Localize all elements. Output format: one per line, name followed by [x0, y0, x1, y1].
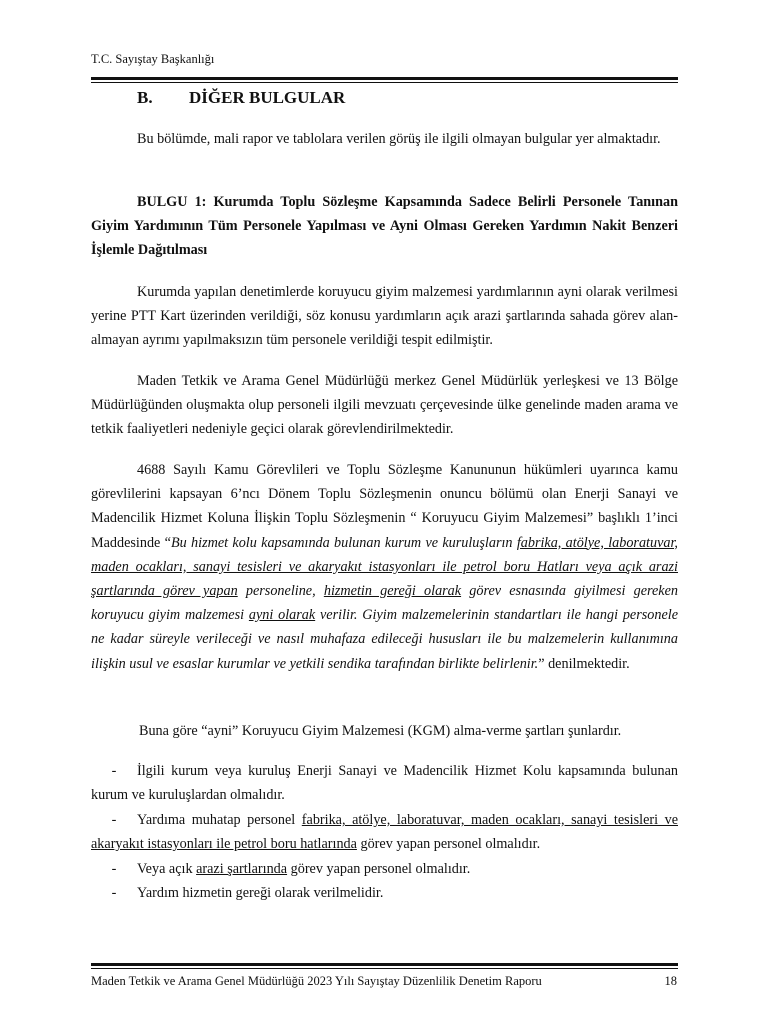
bullet-3-post: görev yapan personel olmalıdır. [287, 861, 471, 877]
footer-rule-thick [91, 963, 678, 966]
bullet-2-underline: fabrika, atölye, laboratuvar, maden ocakları, sanayi tesisleri ve akaryakıt istasyonları ile petrol boru hatlarında [91, 812, 678, 853]
quote-part-4: verilir. Giyim malzemelerinin standartları ile hangi personele ne kadar süreyle verileceği ve nasıl muhafaza edileceği hususları ile bu malzemelerin kullanımına ilişkin usul ve esaslar kurumlar ve yetkili sendika tarafından birlikte belirlenir. [91, 607, 678, 672]
list-item [91, 759, 678, 807]
bullet-3-underline: arazi şartlarında [196, 861, 288, 877]
bullet-2-post: görev yapan personel olmalıdır. [356, 836, 541, 853]
intro-text: Bu bölümde, mali rapor ve tablolara verilen görüş ile ilgili olmayan bulgular yer almaktadır. [137, 131, 661, 147]
quote-underline-1: fabrika, atölye, laboratuvar, maden ocakları, sanayi tesisleri ve akaryakıt istasyonları ile petrol boru Hatları veya açık arazi şartlarında görev yapan [91, 534, 678, 600]
bullet-dash: - [111, 763, 117, 779]
quote-underline-2: hizmetin gereği olarak [323, 583, 462, 600]
footer-report-title: Maden Tetkik ve Arama Genel Müdürlüğü 2023 Yılı Sayıştay Düzenlilik Denetim Raporu [91, 974, 542, 988]
section-title: DİĞER BULGULAR [189, 88, 346, 107]
paragraph-3-lead: 4688 Sayılı Kamu Görevlileri ve Toplu Sözleşme Kanununun hükümleri uyarınca kamu görevlilerini kapsayan 6’ncı Dönem Toplu Sözleşmenin onuncu bölümü olan Enerji Sanayi ve Madencilik Hizmet Koluna İlişkin Toplu Sözleşmenin “ Koruyucu Giyim Malzemesi” başlıklı 1’inci Maddesinde “ [91, 462, 678, 551]
paragraph-2-text: Maden Tetkik ve Arama Genel Müdürlüğü merkez Genel Müdürlük yerleşkesi ve 13 Bölge Müdürlüğünden oluşmakta olup personeli ilgili mevzuatı çerçevesinde ülke genelinde maden arama ve tetkik faaliyetleri nedeniyle geçici olarak görevlendirilmektedir. [91, 373, 678, 438]
section-number: B. [137, 88, 153, 107]
header-rule-thick [91, 77, 678, 80]
paragraph-4-text: Buna göre “ayni” Koruyucu Giyim Malzemesi (KGM) alma-verme şartları şunlardır. [139, 723, 622, 739]
paragraph-2 [91, 369, 678, 442]
paragraph-1-text: Kurumda yapılan denetimlerde koruyucu giyim malzemesi yardımlarının ayni olarak verilmesi yerine PTT Kart üzerinden verildiği, söz konusu yardımların açık arazi şartlarında sahada görev alan-almayan ayrımı yapılmaksızın tüm personele verildiği tespit edilmiştir. [91, 284, 678, 349]
section-heading [137, 88, 345, 108]
finding-title-text: BULGU 1: Kurumda Toplu Sözleşme Kapsamında Sadece Belirli Personele Tanınan Giyim Yardımının Tüm Personele Yapılması ve Ayni Olması Gereken Yardımın Nakit Benzeri İşlemle Dağıtılması [91, 194, 678, 259]
bullet-4-text: Yardım hizmetin gereği olarak verilmelidir. [137, 885, 384, 901]
header-rule-thin [91, 82, 678, 83]
intro-paragraph [91, 127, 678, 151]
bullet-dash: - [111, 812, 117, 828]
bullet-1-text: İlgili kurum veya kuruluş Enerji Sanayi ve Madencilik Hizmet Kolu kapsamında bulunan kurum ve kuruluşlardan olmalıdır. [91, 763, 678, 804]
list-item [91, 808, 678, 856]
quote-underline-3: ayni olarak [248, 607, 316, 624]
bullet-dash: - [111, 885, 117, 901]
quote-part-1: Bu hizmet kolu kapsamında bulunan kurum ve kuruluşların [170, 534, 517, 551]
header-org: T.C. Sayıştay Başkanlığı [91, 52, 215, 66]
finding-title [91, 190, 678, 263]
list-item [91, 857, 678, 881]
bullet-dash: - [111, 861, 117, 877]
page-number: 18 [664, 974, 677, 988]
bullet-3-pre: Veya açık [137, 861, 197, 877]
paragraph-4 [91, 719, 678, 743]
list-item [91, 881, 678, 905]
paragraph-3-tail: ” denilmektedir. [538, 655, 630, 672]
quote-part-3: görev esnasında giyilmesi gereken koruyucu giyim malzemesi [91, 583, 678, 624]
bullet-2-pre: Yardıma muhatap personel [137, 812, 302, 828]
quote-part-2: personeline, [237, 583, 324, 600]
footer-rule-thin [91, 968, 678, 969]
paragraph-3 [91, 458, 678, 676]
paragraph-1 [91, 280, 678, 353]
